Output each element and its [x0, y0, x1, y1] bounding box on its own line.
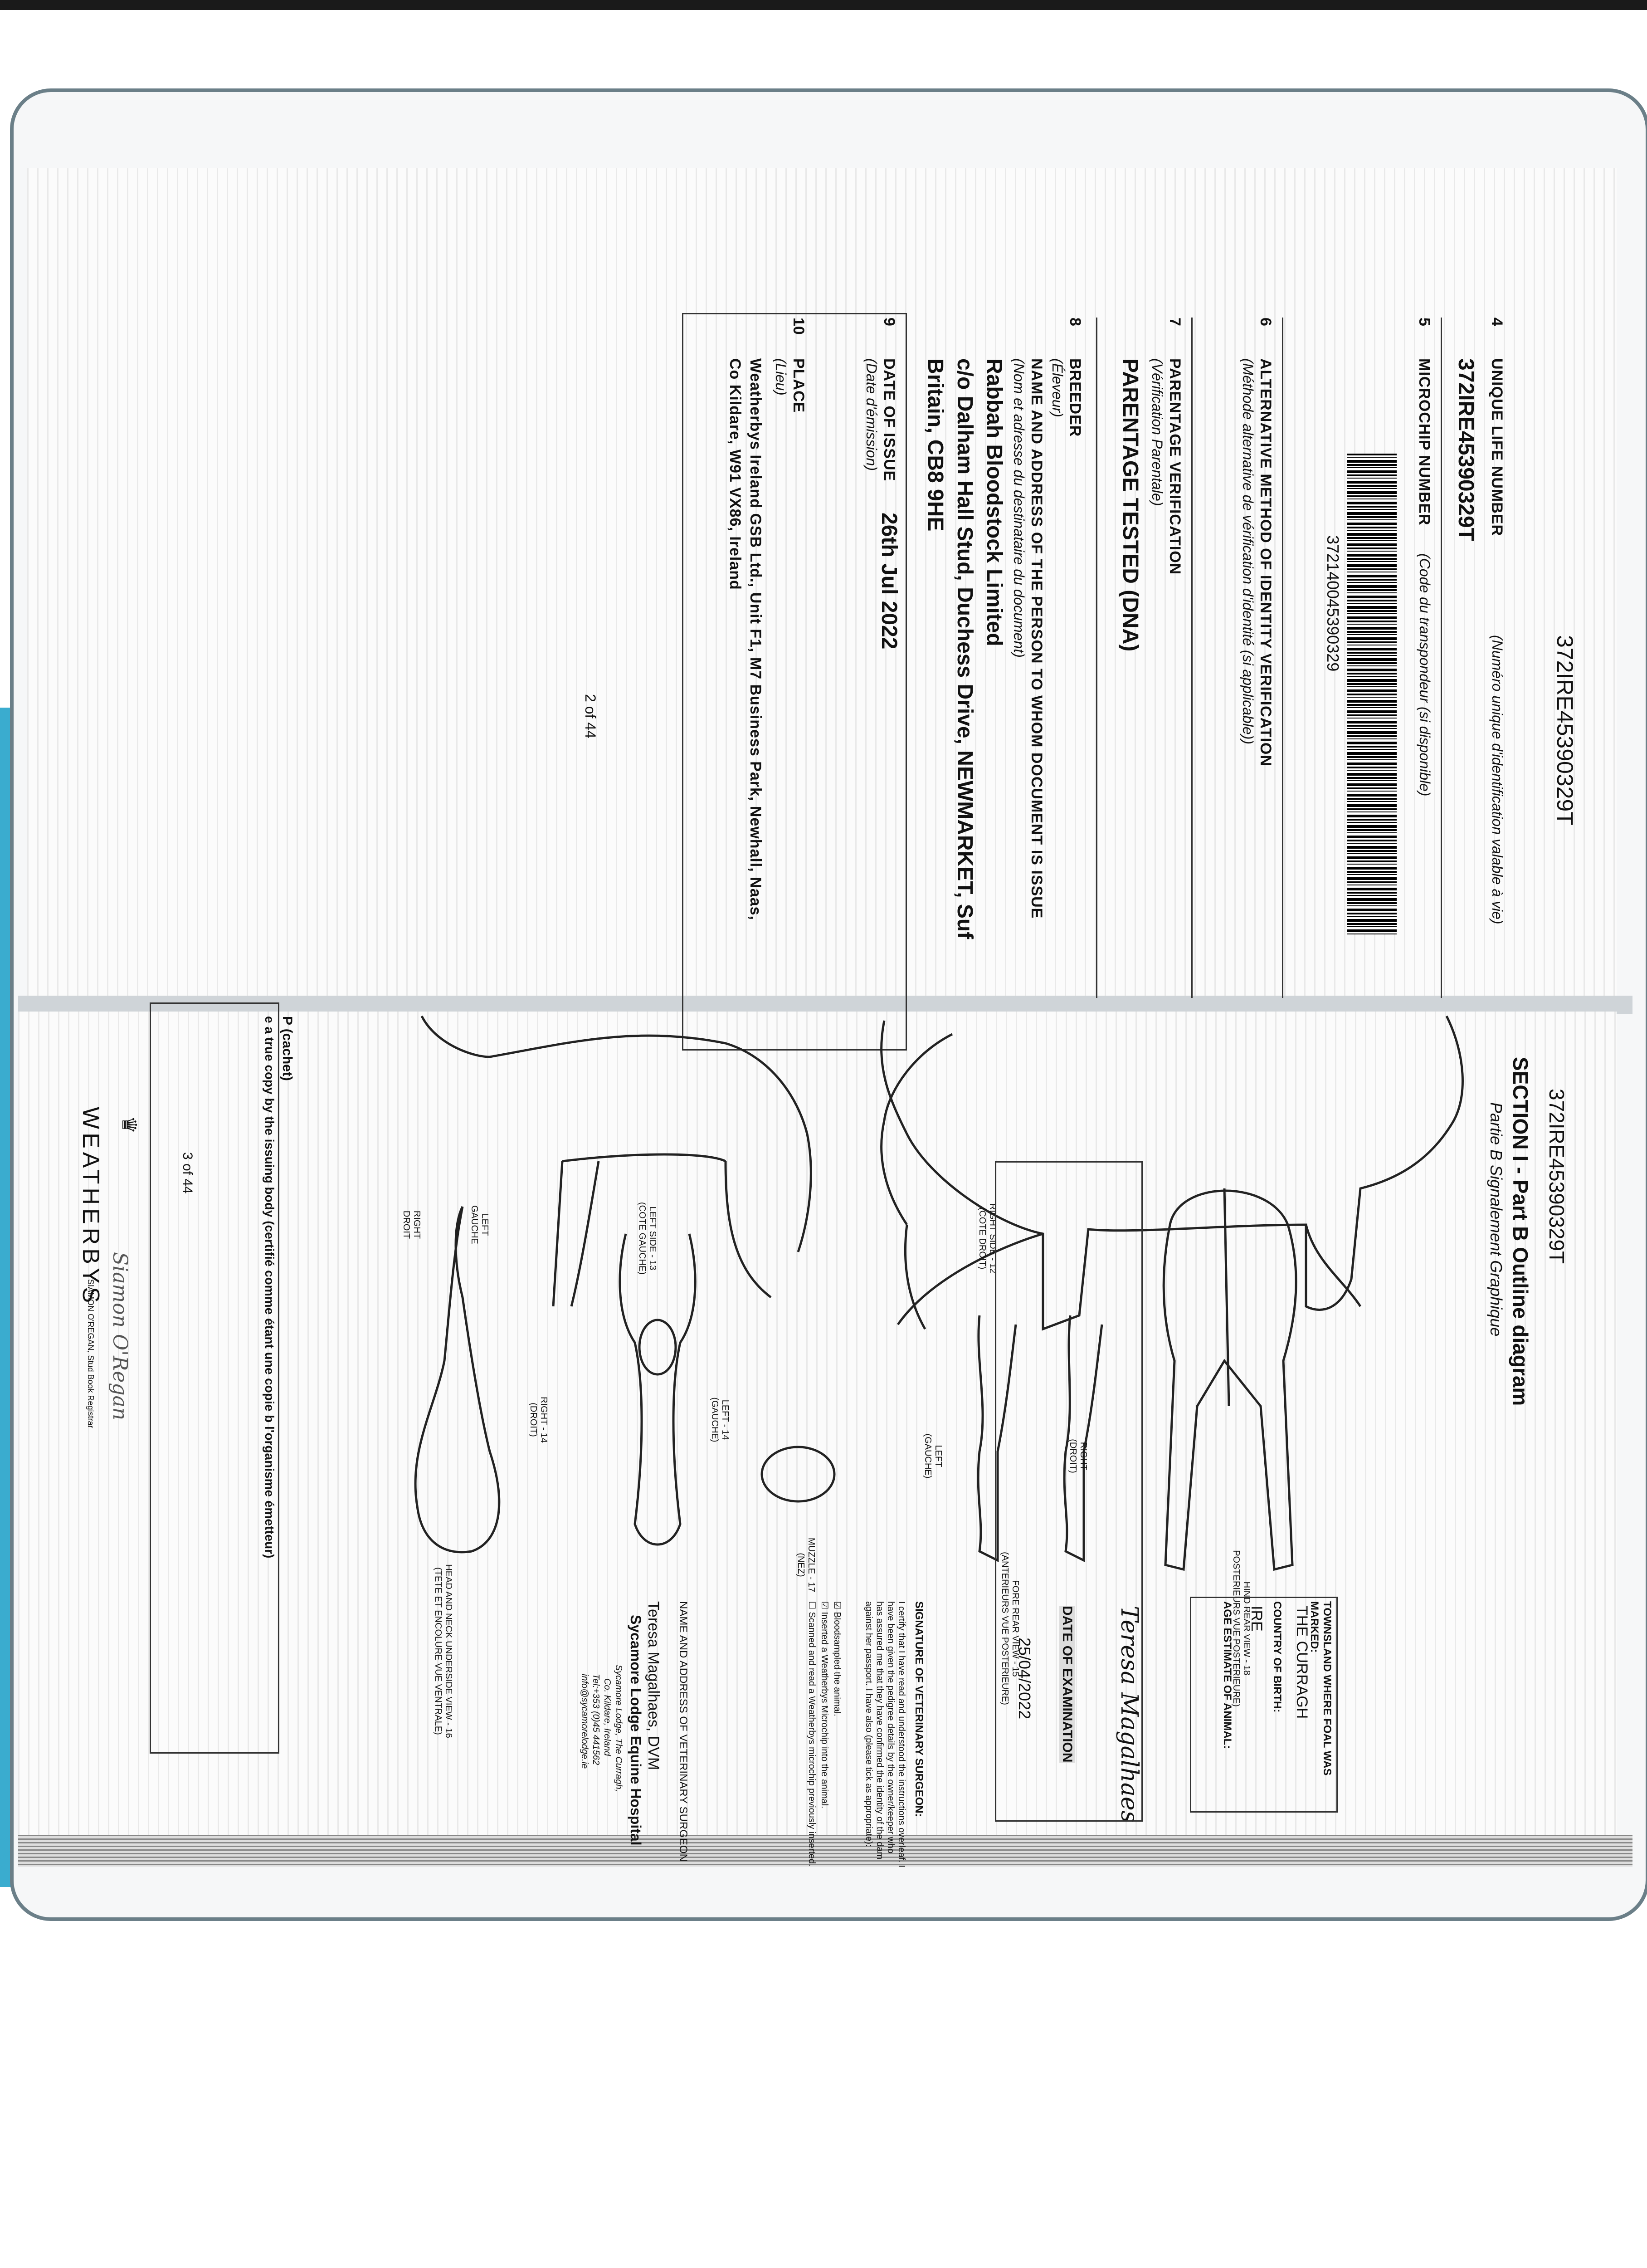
check3-box[interactable]: ☐ [807, 1601, 817, 1609]
certified-text: e a true copy by the issuing body (certifié comme étant une copie b l'organisme émetteur) [263, 1016, 277, 1559]
place-line2: Co Kildare, W91 VX86, Ireland [726, 358, 744, 590]
stamp-partial: P (cachet) [280, 1016, 295, 1081]
horse-left-side [422, 1016, 811, 1306]
vet-sig-label: SIGNATURE OF VETERINARY SURGEON: [913, 1601, 925, 1817]
page-3-number: 3 of 44 [180, 1152, 195, 1194]
weatherbys-crest-icon: ♛ [118, 1116, 140, 1134]
vet-name: Teresa Magalhaes, DVM [645, 1601, 662, 1770]
label-right-fore: RIGHT (DROIT) [1068, 1439, 1088, 1473]
page-3-top-number: 372IRE45390329T [1545, 1089, 1569, 1264]
head-front-view [620, 1234, 695, 1545]
head-underside-view [415, 1207, 499, 1552]
microchip-number-value: 372140045390329 [1324, 535, 1342, 672]
page-2-number: 2 of 44 [582, 694, 599, 738]
check2-box[interactable]: ☑ [819, 1601, 829, 1609]
breeder-address-line1: c/o Dalham Hall Stud, Duchess Drive, NEWMARKET, Suf [953, 358, 977, 939]
date-of-issue-value: 26th Jul 2022 [877, 513, 901, 650]
vet-addr1: Sycamore Lodge, The Curragh, [614, 1665, 624, 1792]
label-right-14: RIGHT - 14 (DROIT) [528, 1397, 549, 1443]
label-right-side: RIGHT SIDE - 12 (COTE DROIT) [977, 1203, 998, 1274]
exam-date-label: DATE OF EXAMINATION [1060, 1606, 1075, 1763]
vet-addr2: Co. Kildare, Ireland [602, 1678, 612, 1756]
vet-tel: Tel:+353 (0)45 441562 [591, 1674, 601, 1765]
age-label: AGE ESTIMATE OF ANIMAL: [1221, 1601, 1233, 1749]
label-hind-rear: HIND REAR VIEW - 18 POSTERIEURS VUE POSTERIEURE) [1231, 1550, 1252, 1707]
exam-date-value: 25/04/2022 [1015, 1637, 1034, 1720]
stamp-box [150, 1002, 279, 1754]
page-2-top-number: 372IRE45390329T [1552, 635, 1578, 826]
unique-life-number-value: 372IRE45390329T [1454, 358, 1478, 541]
page-2-content: 372IRE45390329T 4 UNIQUE LIFE NUMBER (Numéro unique d'identification valable à vie) 372IRE45390329T 5 MICROCHIP NUMBER (Code du transpondeur (si disponible) 372140045390329 6 ALTERNATIVE METHOD OF IDENTITY VERIFICATION (Méthode alternative de vérification d'identité (si applicable)) 7 PARENTAGE VERIFICATION (Vérification Parentale) PARENTAGE TESTED (DNA) 8 BREEDER (Éleveur) NAME AND ADDRESS OF THE PERSON TO WHOM DOCUMENT IS ISSUE (Nom et adresse du destinataire du document) Rabbah Bloodstock Limited c/o Dalham Hall Stud, Duchess Drive, NEWMARKET, Suf Britain, CB8 9HE 9 DATE OF ISSUE (Date d'émission) 26th Jul 2022 10 PLACE (Lieu) Weatherbys Ireland GSB Ltd., Unit F1, M7 Business Park, Newhall, Naas, Co Kildare, W91 VX86, Ireland 2 of 44 [236, 318, 1551, 998]
breeder-address-line2: Britain, CB8 9HE [923, 358, 947, 532]
check2-label: Inserted a Weatherbys Microchip into the animal. [819, 1612, 829, 1809]
label-head-underside: HEAD AND NECK UNDERSIDE VIEW - 16 (TETE ET ENCOLURE VUE VENTRALE) [433, 1564, 453, 1738]
registrar-signature: Siamon O'Regan [108, 1252, 132, 1421]
section-subtitle: Partie B Signalement Graphique [1487, 1102, 1506, 1337]
check3-label: Scanned and read a Weatherbys microchip previously inserted. [807, 1612, 817, 1867]
townsland-value: THE CURRAGH [1293, 1606, 1311, 1719]
horse-right-side [882, 1016, 1463, 1329]
vet-name-label: NAME AND ADDRESS OF VETERINARY SURGEON [677, 1601, 689, 1862]
label-right-droit: RIGHT DROIT [401, 1210, 422, 1239]
vet-box [995, 1161, 1143, 1822]
breeder-name: Rabbah Bloodstock Limited [982, 358, 1006, 646]
country-value: IRE [1248, 1606, 1265, 1632]
weatherbys-logo: WEATHERBYS [78, 1107, 104, 1307]
label-left-fore: LEFT (GAUCHE) [923, 1433, 943, 1479]
hind-rear-view [1164, 1188, 1296, 1569]
vet-signature: Teresa Magalhaes [1116, 1606, 1143, 1823]
parentage-value: PARENTAGE TESTED (DNA) [1118, 358, 1142, 652]
country-label: COUNTRY OF BIRTH: [1271, 1601, 1283, 1713]
label-left-side: LEFT SIDE - 13 (COTE GAUCHE) [637, 1202, 658, 1275]
label-left-14: LEFT - 14 (GAUCHE) [710, 1397, 730, 1442]
vet-certify-text: I certify that I have read and understood the instructions overleaf. I have been given the pedigree details by the owner/keeper who has assured me that they have confirmed the identity of the dam against her passport. I have also (please tick as appropriate): [864, 1601, 906, 1868]
label-fore-rear: FORE REAR VIEW - 15 (ANTERIEURS VUE POSTERIEURE) [1000, 1552, 1020, 1705]
check1-box[interactable]: ☑ [832, 1601, 842, 1609]
section-title: SECTION I - Part B Outline diagram [1509, 1057, 1532, 1406]
townsland-label: TOWNSLAND WHERE FOAL WAS MARKED: [1308, 1601, 1333, 1776]
vet-hospital: Sycamore Lodge Equine Hospital [628, 1615, 644, 1846]
muzzle-view [762, 1447, 834, 1501]
place-line1: Weatherbys Ireland GSB Ltd., Unit F1, M7 Business Park, Newhall, Naas, [747, 358, 764, 920]
registrar-name: SIAMON O'REGAN, Stud Book Registrar [86, 1279, 95, 1428]
check1-label: Bloodsampled the animal. [832, 1612, 842, 1716]
label-left-gauche: LEFT GAUCHE [469, 1205, 490, 1244]
vet-email: info@sycamorelodge.ie [580, 1674, 590, 1769]
label-muzzle: MUZZLE - 17 (NEZ) [796, 1537, 816, 1593]
